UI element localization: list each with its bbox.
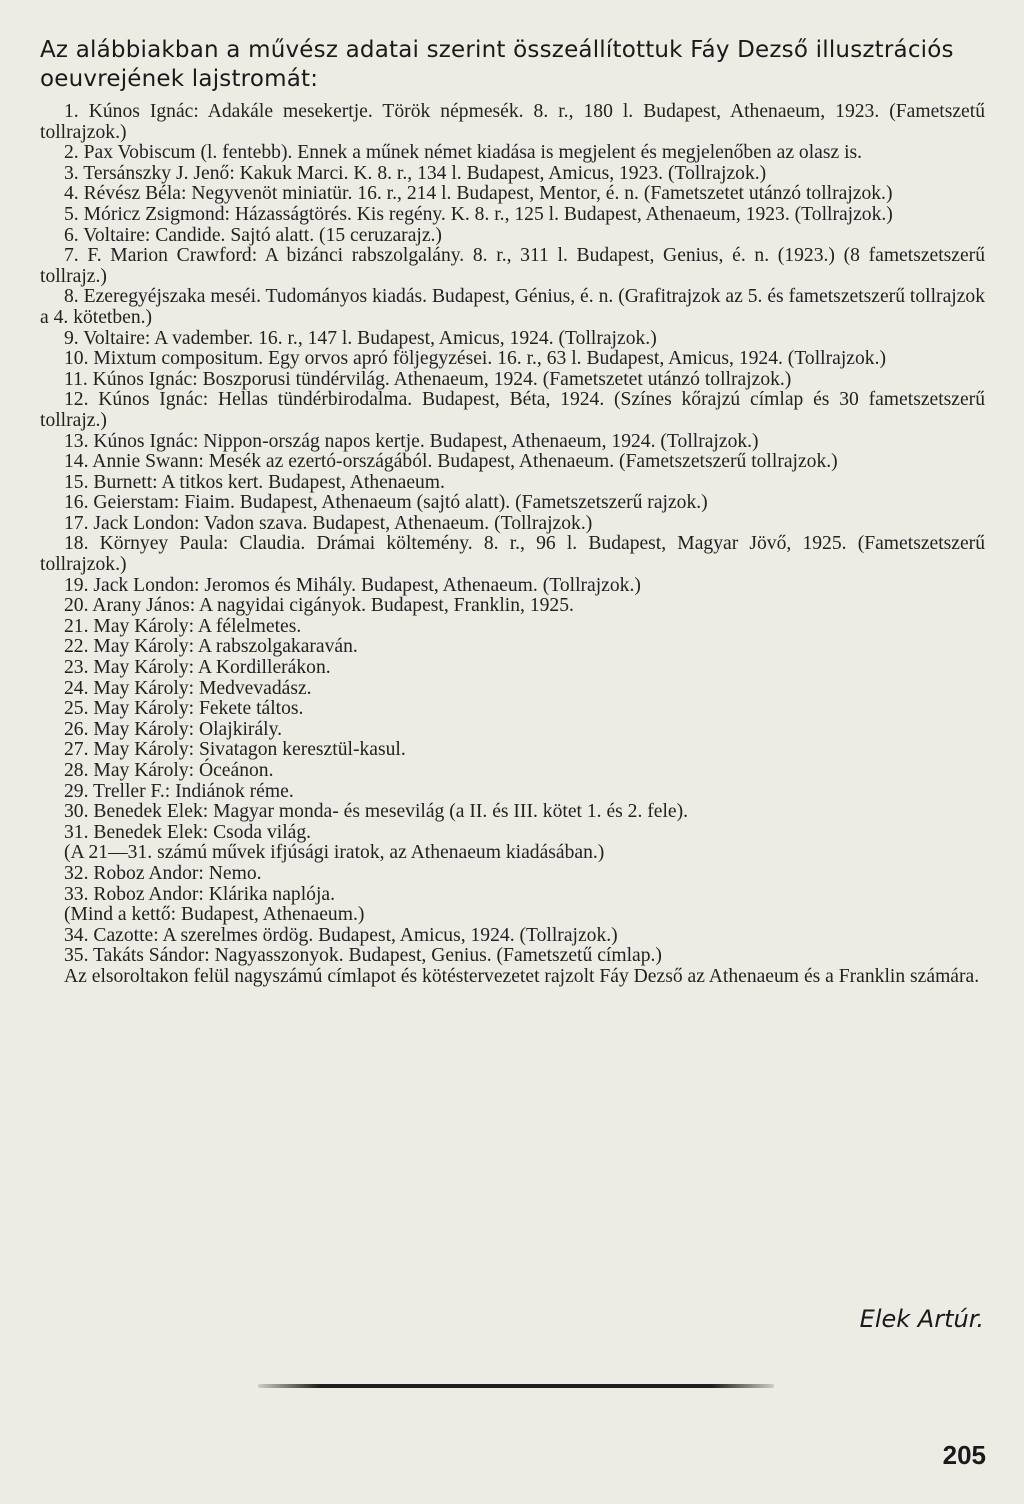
list-item: 27. May Károly: Sivatagon keresztül-kasul. — [64, 739, 406, 761]
list-item: 11. Kúnos Ignác: Boszporusi tündérvilág. Athenaeum, 1924. (Fametszetet utánzó tollrajzok.) — [64, 368, 792, 390]
list-item: 15. Burnett: A titkos kert. Budapest, Athenaeum. — [64, 471, 445, 493]
list-item: 34. Cazotte: A szerelmes ördög. Budapest, Amicus, 1924. (Tollrajzok.) — [64, 924, 618, 946]
list-item: 1. Kúnos Ignác: Adakále mesekertje. Török népmesék. 8. r., 180 l. Budapest, Athenaeum, 1923. (Fametszetű tollrajzok.) — [40, 101, 985, 143]
list-item: Az elsoroltakon felül nagyszámú címlapot és kötéstervezetet rajzolt Fáy Dezső az Athenaeum és a Franklin számára. — [64, 965, 980, 987]
list-item: (Mind a kettő: Budapest, Athenaeum.) — [64, 904, 365, 926]
list-item: 3. Tersánszky J. Jenő: Kakuk Marci. K. 8. r., 134 l. Budapest, Amicus, 1923. (Tollrajzok.) — [64, 162, 767, 184]
list-item: 5. Móricz Zsigmond: Házasságtörés. Kis regény. K. 8. r., 125 l. Budapest, Athenaeum, 1923. (Tollrajzok.) — [64, 203, 893, 225]
list-item: 8. Ezeregyéjszaka meséi. Tudományos kiadás. Budapest, Génius, é. n. (Grafitrajzok az 5. és fametszetszerű tollrajzok a 4. kötetben.) — [40, 286, 985, 328]
list-item: 16. Geierstam: Fiaim. Budapest, Athenaeum (sajtó alatt). (Fametszetszerű rajzok.) — [64, 492, 708, 514]
list-item: 25. May Károly: Fekete táltos. — [64, 698, 304, 720]
list-item: 21. May Károly: A félelmetes. — [64, 615, 302, 637]
author-signature: Elek Artúr. — [859, 1305, 984, 1333]
list-item: 35. Takáts Sándor: Nagyasszonyok. Budapest, Genius. (Fametszetű címlap.) — [64, 945, 662, 967]
page-heading: Az alábbiakban a művész adatai szerint összeállítottuk Fáy Dezső illusztrációs oeuvrejének lajstromát: — [40, 37, 954, 92]
list-item: 12. Kúnos Ignác: Hellas tündérbirodalma. Budapest, Béta, 1924. (Színes kőrajzú címlap és 30 fametszetszerű tollrajz.) — [40, 389, 985, 431]
list-item: 13. Kúnos Ignác: Nippon-ország napos kertje. Budapest, Athenaeum, 1924. (Tollrajzok.) — [64, 430, 759, 452]
list-item: 29. Treller F.: Indiánok réme. — [64, 780, 294, 802]
list-item: 17. Jack London: Vadon szava. Budapest, Athenaeum. (Tollrajzok.) — [64, 512, 593, 534]
list-item: 31. Benedek Elek: Csoda világ. — [64, 821, 312, 843]
bibliography-list — [40, 102, 985, 988]
list-item: 26. May Károly: Olajkirály. — [64, 718, 283, 740]
list-item: 14. Annie Swann: Mesék az ezertó-országából. Budapest, Athenaeum. (Fametszetszerű tollrajzok.) — [64, 451, 838, 473]
list-item: 24. May Károly: Medvevadász. — [64, 677, 312, 699]
page-number: 205 — [942, 1440, 986, 1470]
list-item: (A 21—31. számú művek ifjúsági iratok, az Athenaeum kiadásában.) — [64, 842, 605, 864]
list-item: 9. Voltaire: A vadember. 16. r., 147 l. Budapest, Amicus, 1924. (Tollrajzok.) — [64, 327, 657, 349]
list-item: 33. Roboz Andor: Klárika naplója. — [64, 883, 335, 905]
section-divider — [258, 1384, 774, 1388]
list-item: 4. Révész Béla: Negyvenöt miniatür. 16. r., 214 l. Budapest, Mentor, é. n. (Fametszetet utánzó tollrajzok.) — [64, 183, 893, 205]
list-item: 32. Roboz Andor: Nemo. — [64, 862, 262, 884]
list-item: 19. Jack London: Jeromos és Mihály. Budapest, Athenaeum. (Tollrajzok.) — [64, 574, 641, 596]
list-item: 18. Környey Paula: Claudia. Drámai költemény. 8. r., 96 l. Budapest, Magyar Jövő, 1925. (Fametszetszerű tollrajzok.) — [40, 533, 985, 576]
list-item: 2. Pax Vobiscum (l. fentebb). Ennek a műnek német kiadása is megjelent és megjelenőben az olasz is. — [64, 142, 863, 164]
list-item: 6. Voltaire: Candide. Sajtó alatt. (15 ceruzarajz.) — [64, 224, 442, 246]
list-item: 7. F. Marion Crawford: A bizánci rabszolgalány. 8. r., 311 l. Budapest, Genius, é. n. (1923.) (8 fametszetszerű tollrajz.) — [40, 245, 985, 287]
list-item: 30. Benedek Elek: Magyar monda- és mesevilág (a II. és III. kötet 1. és 2. fele). — [64, 801, 689, 823]
list-item: 28. May Károly: Óceánon. — [64, 760, 274, 781]
list-item: 23. May Károly: A Kordillerákon. — [64, 657, 331, 679]
list-item: 10. Mixtum compositum. Egy orvos apró följegyzései. 16. r., 63 l. Budapest, Amicus, 1924. (Tollrajzok.) — [64, 348, 886, 370]
list-item: 20. Arany János: A nagyidai cigányok. Budapest, Franklin, 1925. — [64, 595, 574, 617]
list-item: 22. May Károly: A rabszolgakaraván. — [64, 636, 358, 658]
